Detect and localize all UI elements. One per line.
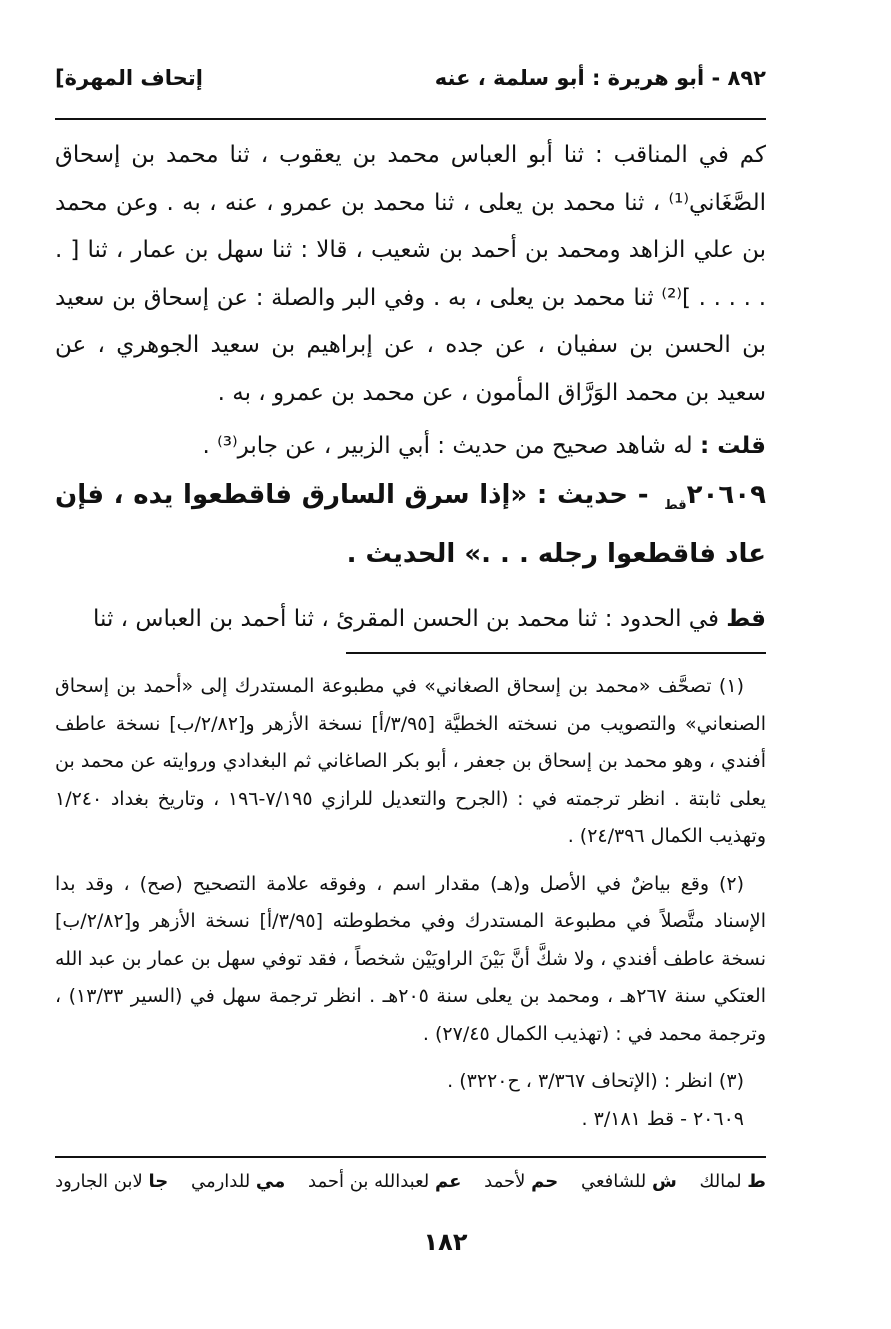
abbr-item: [581, 1164, 677, 1200]
hadith-number: ٢٠٦٠٩: [686, 479, 766, 510]
abbr-item: [308, 1164, 461, 1200]
abbr-desc: لأحمد: [484, 1171, 526, 1192]
footnote-rule: [346, 652, 766, 654]
footnotes: [55, 668, 766, 1138]
abbr-desc: لمالك: [699, 1171, 742, 1192]
abbr-desc: للدارمي: [190, 1171, 251, 1192]
abbr-item: [700, 1164, 766, 1200]
header-left: [إتحاف المهرة: [55, 66, 203, 90]
abbr-code: ط: [747, 1171, 766, 1192]
running-header: [55, 58, 766, 98]
abbr-code: حم: [531, 1171, 559, 1192]
abbr-desc: لعبدالله بن أحمد: [308, 1171, 430, 1192]
header-rule: [55, 118, 766, 120]
abbreviations-rule: [55, 1156, 766, 1158]
abbr-code: جا: [148, 1171, 169, 1192]
abbr-desc: للشافعي: [580, 1171, 647, 1192]
hadith-symbol: قط: [664, 497, 687, 513]
chain-paragraph: [55, 596, 766, 644]
hadith-text: - حديث : «إذا سرق السارق فاقطعوا يده ، فإن عاد فاقطعوا رجله . . .» الحديث .: [55, 479, 766, 569]
qult-paragraph: [55, 423, 766, 471]
abbr-desc: لابن الجارود: [55, 1171, 143, 1192]
page-number: ١٨٢: [423, 1228, 468, 1256]
footnote-4: ٢٠٦٠٩ - قط ٣/١٨١ .: [581, 1107, 744, 1130]
hadith-heading: [55, 471, 766, 578]
paragraph-1: كم في المناقب : ثنا أبو العباس محمد بن يعقوب ، ثنا محمد بن إسحاق الصَّغَاني⁽¹⁾ ، ثنا محمد بن يعلى ، ثنا محمد بن عمرو ، عنه ، به . وعن محمد بن علي الزاهد ومحمد بن أحمد بن شعيب ، قالا : ثنا سهل بن عمار ، ثنا [ . . . . . . ]⁽²⁾ ثنا محمد بن يعلى ، به . وفي البر والصلة : عن إسحاق بن سعيد بن الحسن بن سفيان ، عن جده ، عن إبراهيم بن سعيد الجوهري ، عن سعيد بن محمد الوَرَّاق المأمون ، عن محمد بن عمرو ، به .: [55, 142, 767, 406]
qult-label: قلت :: [699, 433, 766, 459]
qult-text: له شاهد صحيح من حديث : أبي الزبير ، عن جابر⁽³⁾ .: [202, 433, 693, 459]
abbr-code: عم: [435, 1171, 462, 1192]
chain-label: قط: [726, 605, 766, 632]
header-right: ٨٩٢ - أبو هريرة : أبو سلمة ، عنه: [434, 66, 766, 90]
footnote-1: (١) تصحَّف «محمد بن إسحاق الصغاني» في مطبوعة المستدرك إلى «أحمد بن إسحاق الصنعاني» والتصويب من نسخته الخطيَّة [٣/٩٥/أ] نسخة الأزهر و[٢/٨٢/ب] نسخة عاطف أفندي ، وهو محمد بن إسحاق بن جعفر ، أبو بكر الصاغاني ثم البغدادي وروايته عن محمد بن يعلى ثابتة . انظر ترجمته في : (الجرح والتعديل للرازي ٧/١٩٥-١٩٦ ، وتاريخ بغداد ١/٢٤٠ وتهذيب الكمال ٢٤/٣٩٦) .: [55, 675, 766, 847]
abbr-item: [191, 1164, 285, 1200]
chain-text: في الحدود : ثنا محمد بن الحسن المقرئ ، ثنا أحمد بن العباس ، ثنا: [93, 605, 719, 632]
abbreviations-legend: [55, 1164, 766, 1200]
abbr-item: [55, 1164, 168, 1200]
abbr-code: مي: [255, 1171, 286, 1192]
main-text: [55, 132, 766, 643]
footnote-2: (٢) وقع بياضٌ في الأصل و(هـ) مقدار اسم ، وفوقه علامة التصحيح (صح) ، وقد بدا الإسناد متَّصلاً في مطبوعة المستدرك وفي مخطوطته [٣/٩٥/أ] نسخة الأزهر و[٢/٨٢/ب] نسخة عاطف أفندي ، ولا شكَّ أنَّ بَيْنَ الراويَيْن شخصاً ، فقد توفي سهل بن عمار بن عبد الله العتكي سنة ٢٦٧هـ ، ومحمد بن يعلى سنة ٢٠٥هـ . انظر ترجمة سهل في (السير ١٣/٣٣) ، وترجمة محمد في : (تهذيب الكمال ٢٧/٤٥) .: [55, 872, 766, 1045]
footnote-3: (٣) انظر : (الإتحاف ٣/٣٦٧ ، ح٣٢٢٠) .: [447, 1070, 744, 1092]
abbr-item: [484, 1164, 558, 1200]
abbr-code: ش: [651, 1171, 677, 1192]
